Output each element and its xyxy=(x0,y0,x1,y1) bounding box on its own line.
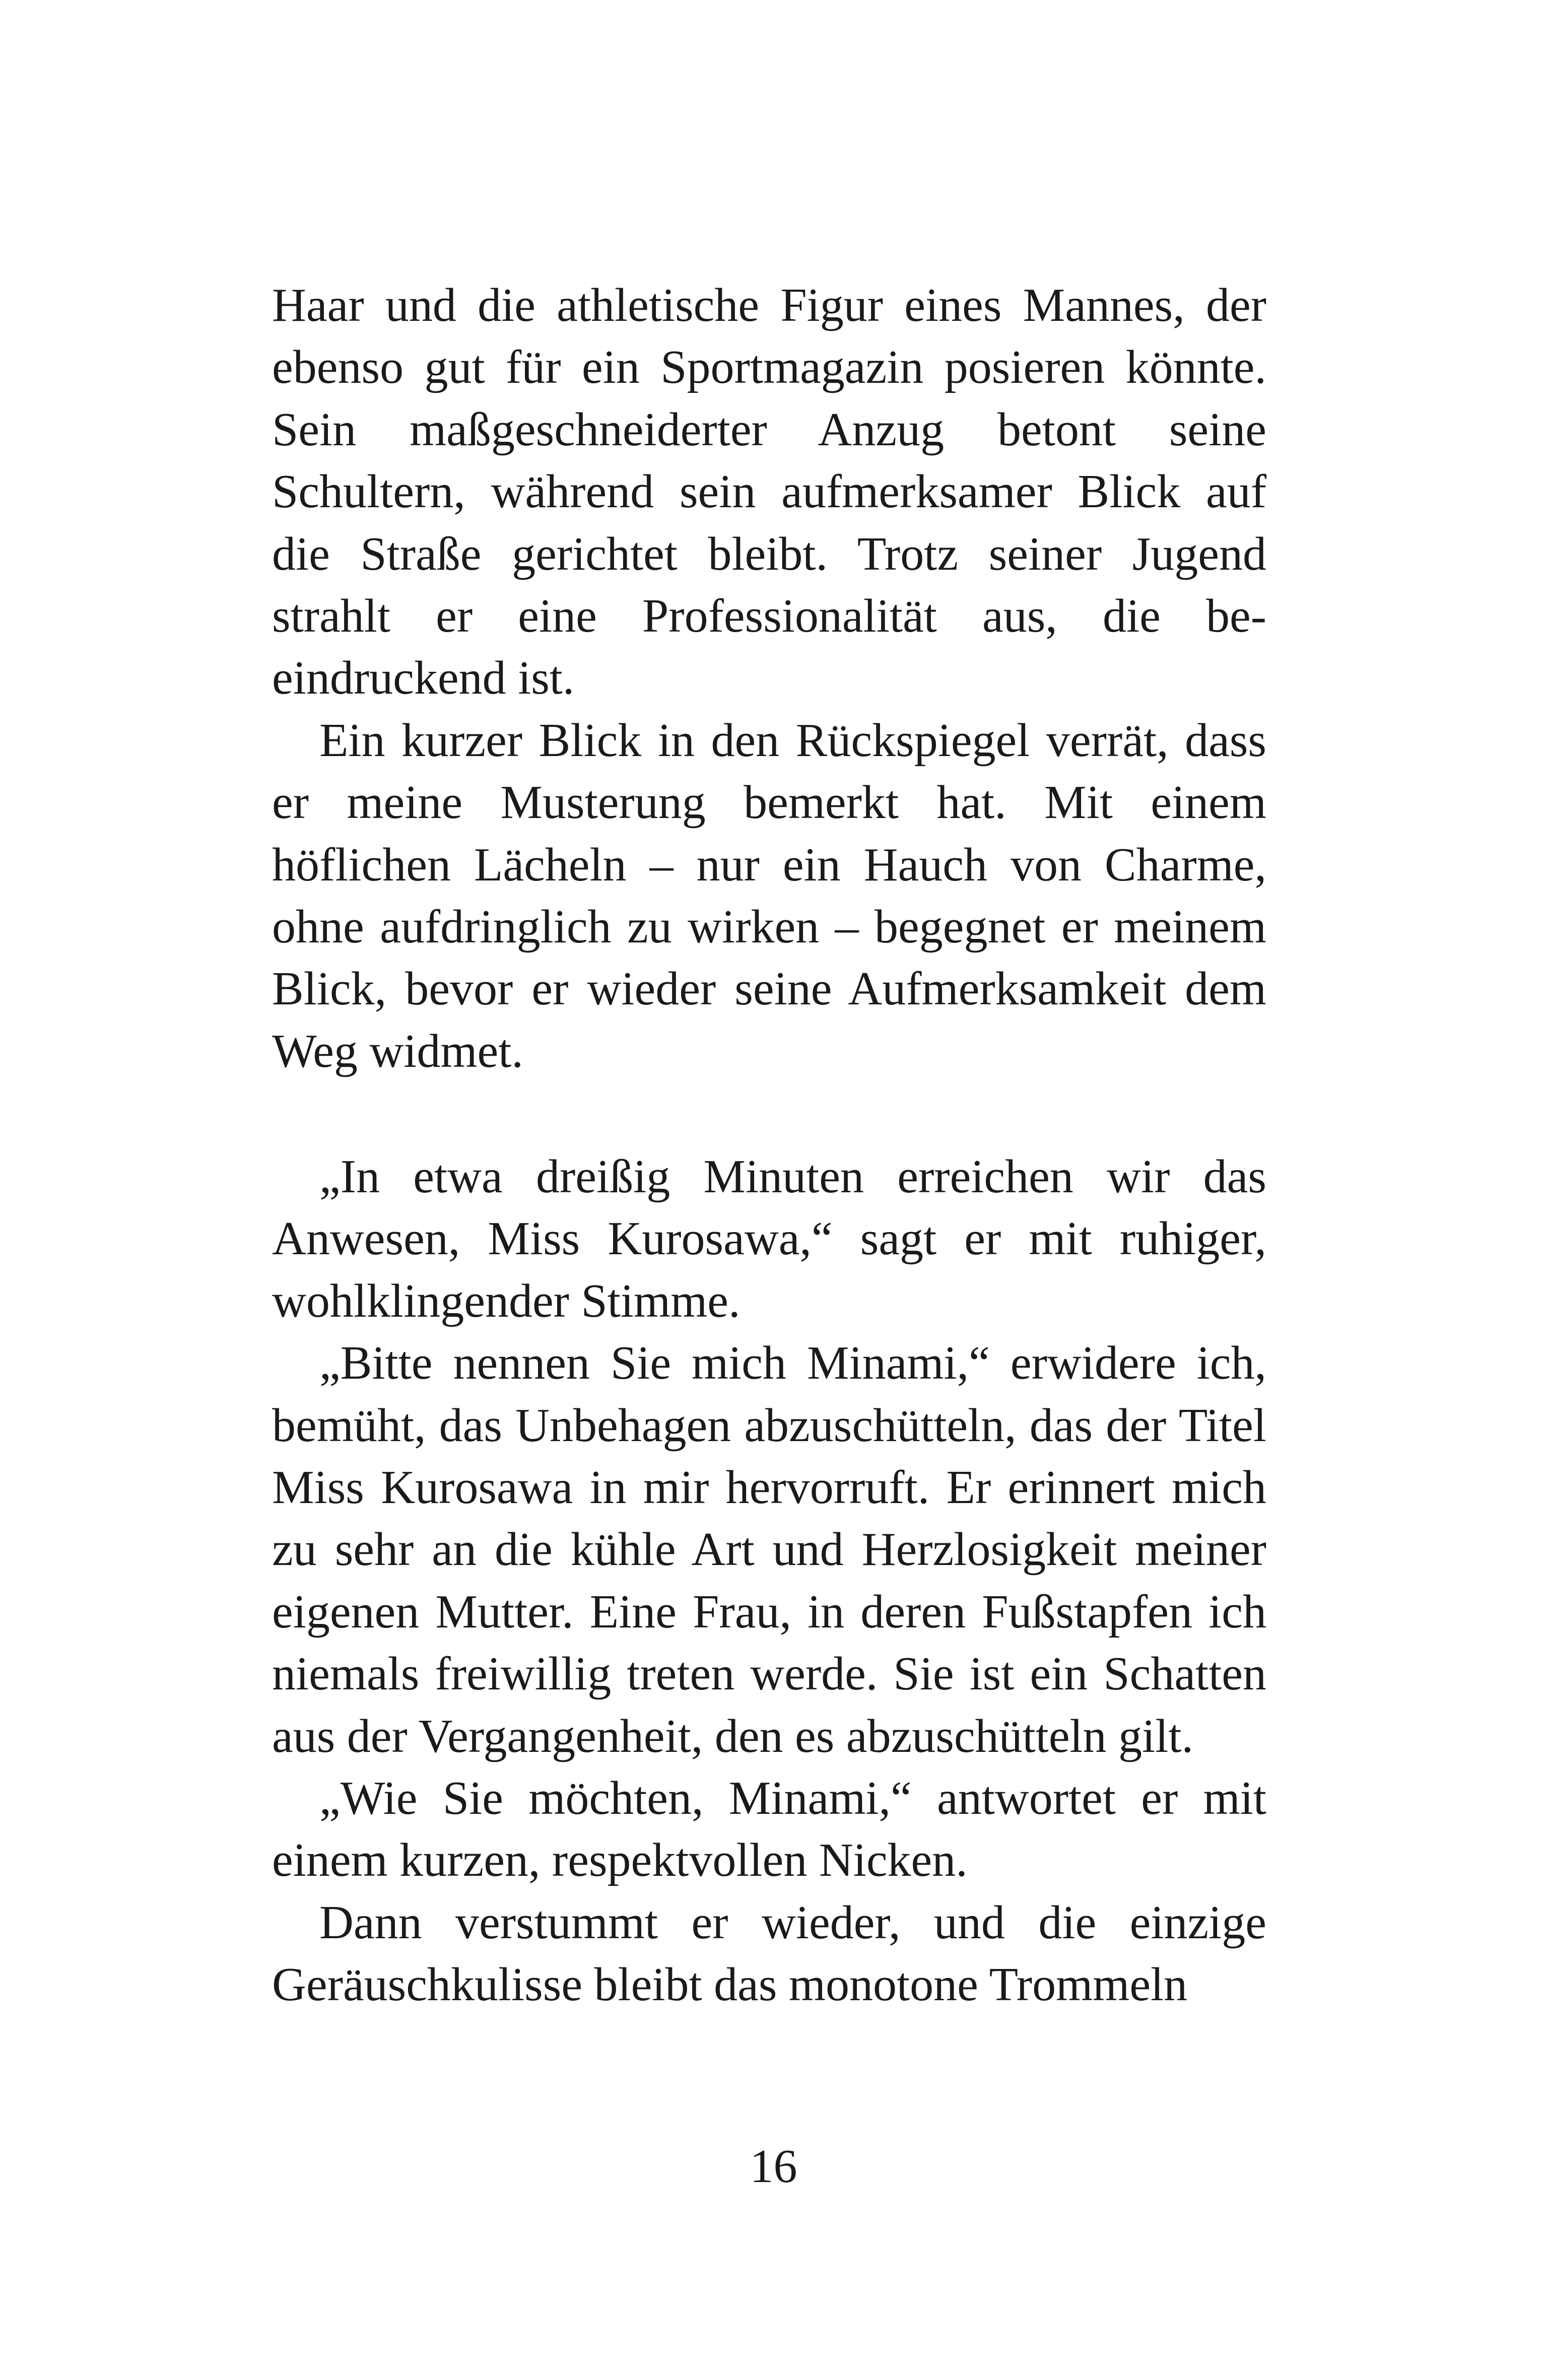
page-number: 16 xyxy=(750,2140,797,2193)
paragraph-continued: Haar und die athletische Figur eines Mannes, der ebenso gut für ein Sportmagazin posieren könnte. Sein maßgeschneiderter Anzug betont seine Schultern, während sein aufmerksamer Blick auf die Straße gerichtet bleibt. Trotz seiner Jugend strahlt er eine Professionalität aus, die beeindruckend ist. xyxy=(272,279,1266,705)
text-block-lower xyxy=(272,1146,1266,2016)
paragraph-silence: Dann verstummt er wieder, und die einzige Geräuschkulisse bleibt das monotone Trommeln xyxy=(272,1896,1266,2011)
paragraph-rearview-mirror: Ein kurzer Blick in den Rückspiegel verrät, dass er meine Musterung bemerkt hat. Mit einem höflichen Lächeln – nur ein Hauch von Charme, ohne aufdringlich zu wirken – begegnet er meinem Blick, bevor er wieder seine Aufmerksamkeit dem Weg widmet. xyxy=(272,714,1266,1077)
paragraph-driver-speech: „In etwa dreißig Minuten erreichen wir das Anwesen, Miss Kurosawa,“ sagt er mit ruhiger, wohlklingender Stimme. xyxy=(272,1150,1266,1327)
paragraph-driver-answer: „Wie Sie möchten, Minami,“ antwortet er mit einem kurzen, respektvollen Nicken. xyxy=(272,1772,1266,1887)
paragraph-minami-reply: „Bitte nennen Sie mich Minami,“ erwidere ich, bemüht, das Unbehagen abzuschütteln, das der Titel Miss Kurosawa in mir hervorruft. Er erinnert mich zu sehr an die kühle Art und Herzlosigkeit meiner eigenen Mutter. Eine Frau, in deren Fußstapfen ich niemals freiwillig treten werde. Sie ist ein Schatten aus der Vergangenheit, den es abzuschütteln gilt. xyxy=(272,1337,1266,1762)
text-block-upper xyxy=(272,275,1266,1082)
